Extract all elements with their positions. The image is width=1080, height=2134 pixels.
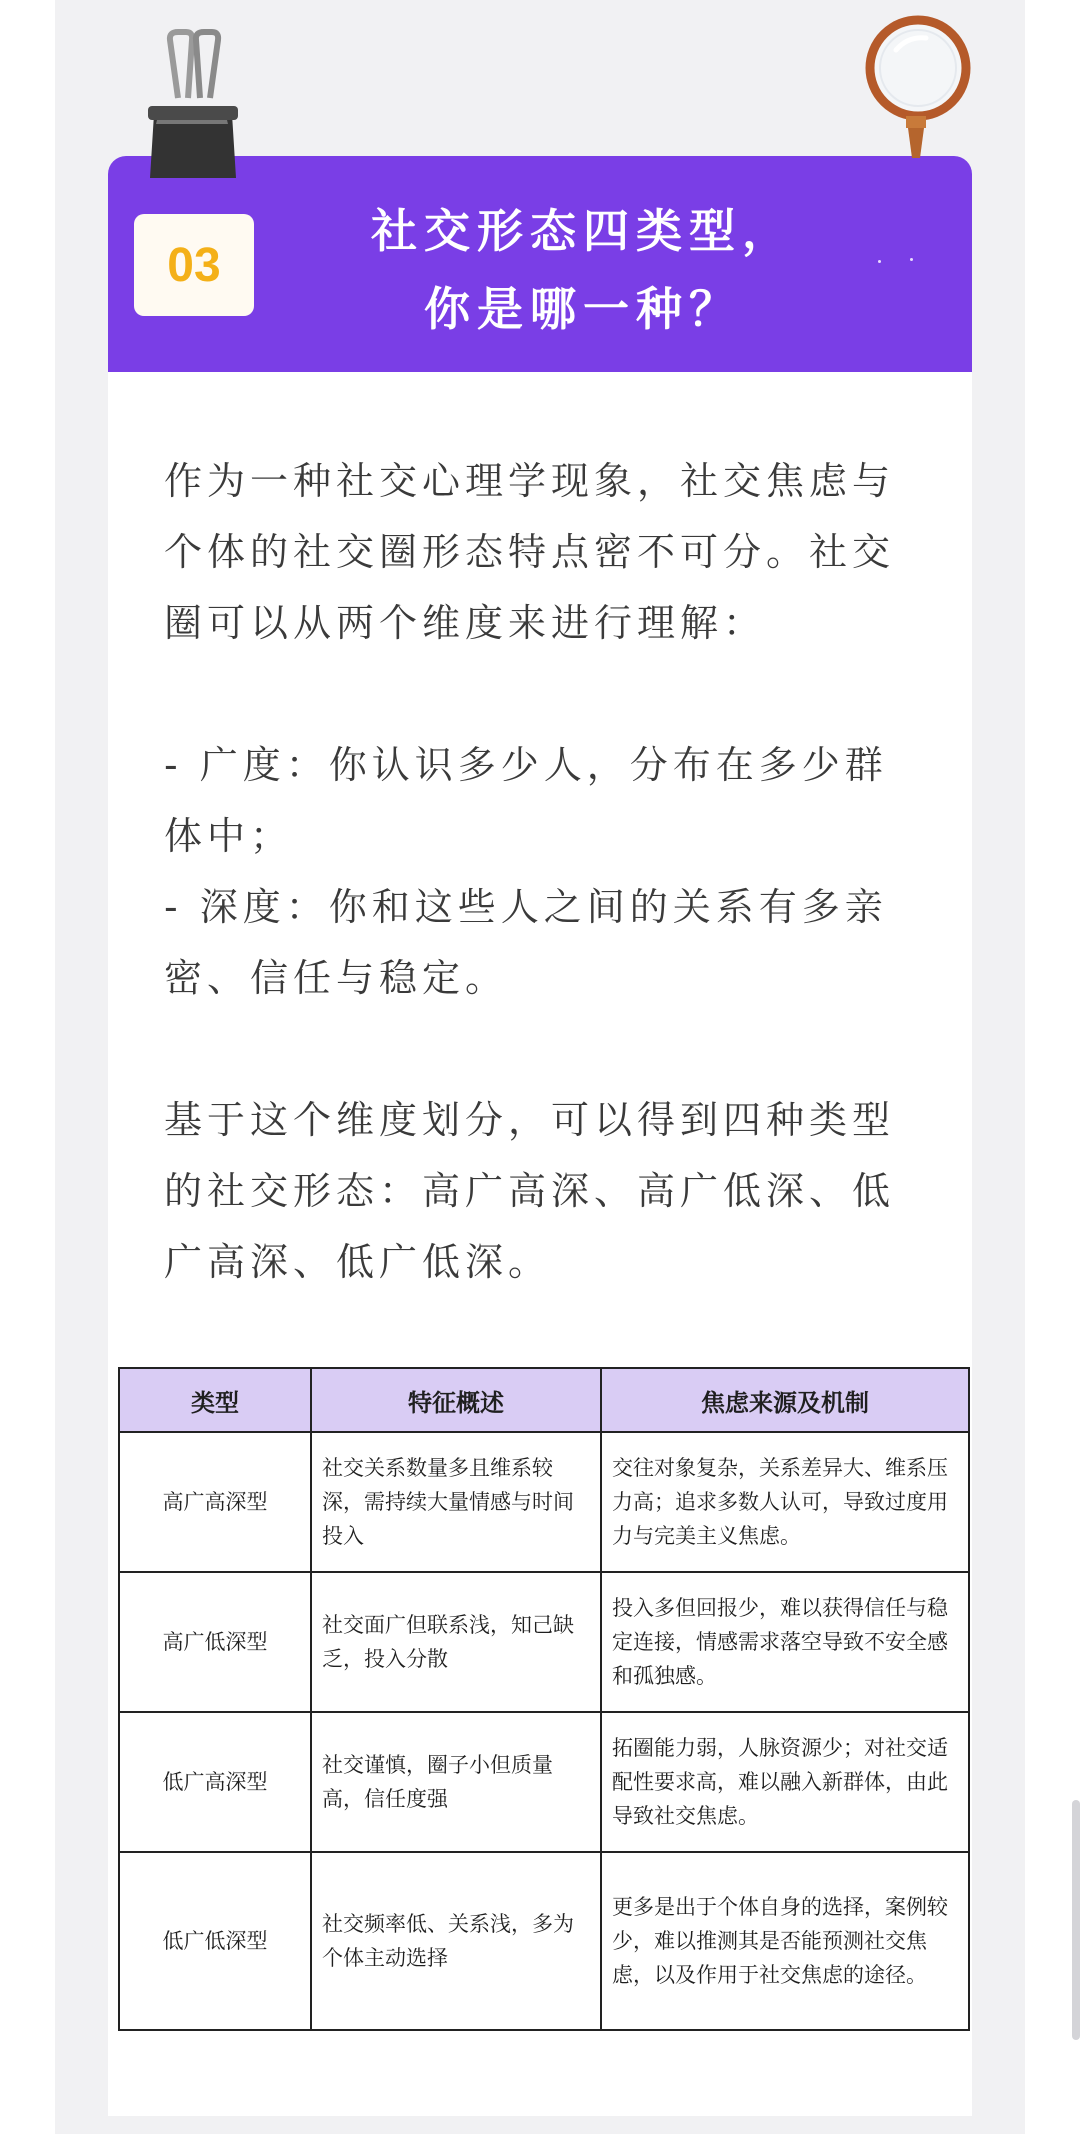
cell-features: 社交面广但联系浅，知己缺乏，投入分散 — [311, 1572, 601, 1712]
text-line: 体中； — [164, 814, 294, 858]
table-header-row — [119, 1368, 969, 1432]
table-row — [119, 1712, 969, 1852]
content-card — [108, 156, 972, 2116]
cell-features: 社交谨慎，圈子小但质量高，信任度强 — [311, 1712, 601, 1852]
text-line: 广高深、低广低深。 — [164, 1240, 552, 1284]
cell-type: 高广高深型 — [119, 1432, 311, 1572]
magnifying-glass-icon — [856, 10, 976, 160]
text-line: - 广度：你认识多少人，分布在多少群 — [164, 743, 888, 787]
text-line: 基于这个维度划分，可以得到四种类型 — [164, 1098, 896, 1142]
section-banner — [108, 156, 972, 372]
binder-clip-icon — [148, 28, 238, 178]
section-title-line2: 你是哪一种？ — [424, 282, 742, 336]
section-number-badge — [134, 214, 254, 316]
table-row — [119, 1432, 969, 1572]
table-row — [119, 1572, 969, 1712]
cell-type: 低广低深型 — [119, 1852, 311, 2030]
cell-source: 交往对象复杂，关系差异大、维系压力高；追求多数人认可，导致过度用力与完美主义焦虑。 — [601, 1432, 969, 1572]
scroll-indicator[interactable] — [1072, 1800, 1080, 2040]
table-row — [119, 1852, 969, 2030]
section-number: 03 — [167, 238, 221, 292]
cell-features: 社交频率低、关系浅，多为个体主动选择 — [311, 1852, 601, 2030]
social-type-table — [118, 1367, 970, 2031]
text-line: 圈可以从两个维度来进行理解： — [164, 601, 767, 645]
cell-source: 更多是出于个体自身的选择，案例较少，难以推测其是否能预测社交焦虑，以及作用于社交焦虑的途径。 — [601, 1852, 969, 2030]
text-line: 个体的社交圈形态特点密不可分。社交 — [164, 530, 896, 574]
text-line: 作为一种社交心理学现象，社交焦虑与 — [164, 459, 896, 503]
cell-type: 高广低深型 — [119, 1572, 311, 1712]
text-line: - 深度：你和这些人之间的关系有多亲 — [164, 885, 888, 929]
section-title-line1: 社交形态四类型， — [371, 204, 795, 258]
header-source: 焦虑来源及机制 — [601, 1368, 969, 1432]
section-title — [258, 192, 908, 348]
header-type: 类型 — [119, 1368, 311, 1432]
intro-text — [164, 446, 934, 1298]
text-line: 的社交形态：高广高深、高广低深、低 — [164, 1169, 896, 1213]
sparkle-dot — [910, 258, 913, 261]
cell-type: 低广高深型 — [119, 1712, 311, 1852]
cell-source: 拓圈能力弱，人脉资源少；对社交适配性要求高，难以融入新群体，由此导致社交焦虑。 — [601, 1712, 969, 1852]
sparkle-dot — [878, 260, 881, 263]
header-features: 特征概述 — [311, 1368, 601, 1432]
text-line: 密、信任与稳定。 — [164, 956, 509, 1000]
cell-features: 社交关系数量多且维系较深，需持续大量情感与时间投入 — [311, 1432, 601, 1572]
cell-source: 投入多但回报少，难以获得信任与稳定连接，情感需求落空导致不安全感和孤独感。 — [601, 1572, 969, 1712]
